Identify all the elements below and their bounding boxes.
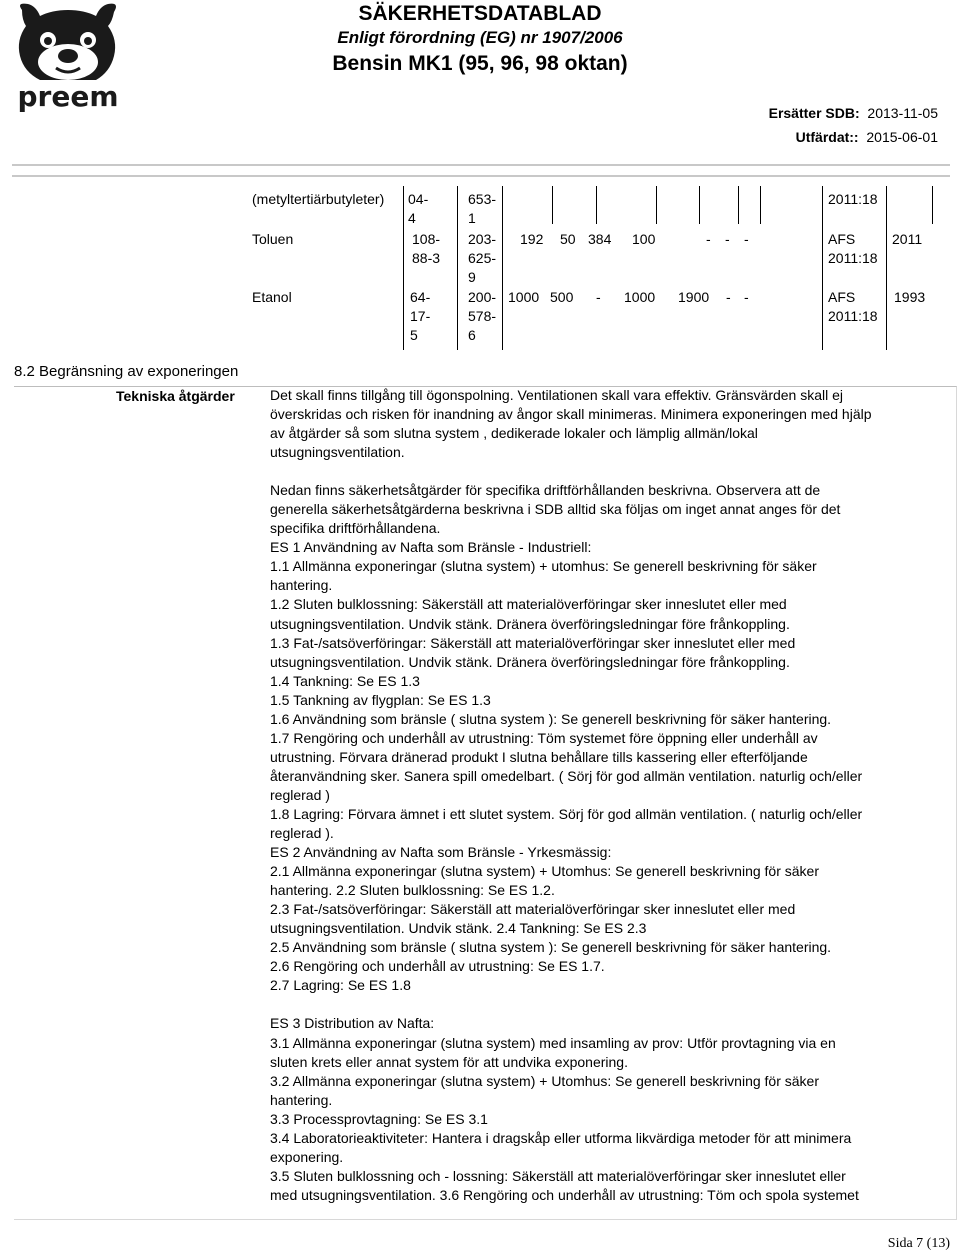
body-line: ES 3 Distribution av Nafta: — [270, 1015, 435, 1032]
table-cell-value: - — [744, 231, 749, 247]
body-line: 2.7 Lagring: Se ES 1.8 — [270, 977, 411, 994]
table-cell-cas: 04-4 — [408, 191, 429, 226]
issued-date: 2015-06-01 — [866, 129, 938, 145]
table-cell-value: - — [726, 289, 731, 305]
body-line: 3.5 Sluten bulklossning och - lossning: Säkerställ att materialöverföringar sker inneslutet eller — [270, 1167, 846, 1184]
body-line: specifika driftförhållandena. — [270, 520, 441, 537]
table-cell-value: - — [596, 289, 601, 305]
table-cell-ref: 2011:18 — [828, 191, 878, 207]
body-line: Det skall finns tillgång till ögonspolning. Ventilationen skall vara effektiv. Gränsvärden skall ej — [270, 387, 844, 403]
body-line: 3.4 Laboratorieaktiviteter: Hantera i dragskåp eller utforma likvärdiga metoder för att minimera — [270, 1129, 852, 1146]
body-line: hantering. 2.2 Sluten bulklossning: Se ES 1.2. — [270, 882, 555, 899]
table-cell-name: Toluen — [252, 231, 294, 247]
table-cell-ec: 653- 1 — [468, 191, 497, 226]
body-line: av åtgärder så som slutna system , dedikerade lokaler och lämplig allmän/lokal — [270, 425, 758, 442]
table-cell-name: Etanol — [252, 289, 292, 305]
body-line: utsugningsventilation. Undvik stänk. Dränera överföringsledningar före frånkoppling. — [270, 615, 790, 632]
issued-label: Utfärdat:: — [795, 129, 859, 145]
replaces-date: 2013-11-05 — [867, 105, 938, 121]
body-line: 1.4 Tankning: Se ES 1.3 — [270, 672, 420, 689]
body-line — [270, 462, 942, 481]
replaces-label: Ersätter SDB: — [768, 105, 860, 121]
body-line: utrustning. Förvara dränerad produkt I slutna behållare tills kassering eller efterföljande — [270, 748, 808, 765]
body-line: återanvändning sker. Sanera spill omedelbart. ( Sörj för god allmän ventilation. naturlig och/eller — [270, 767, 863, 784]
table-cell-ec: 203- 625- 9 — [468, 231, 497, 285]
table-cell-year: 2011 — [892, 231, 923, 247]
table-cell-value: 100 — [632, 231, 656, 247]
table-cell-value: 384 — [588, 231, 612, 247]
table-cell-value: - — [744, 289, 749, 305]
body-line: sluten krets eller annat system för att undvika exponering. — [270, 1053, 628, 1070]
table-cell-ref: AFS 2011:18 — [828, 289, 878, 324]
body-line: 1.8 Lagring: Förvara ämnet i ett slutet system. Sörj för god allmän ventilation. ( naturlig och/eller — [270, 805, 863, 822]
table-cell-ref: AFS 2011:18 — [828, 231, 878, 266]
body-line: 1.1 Allmänna exponeringar (slutna system) + utomhus: Se generell beskrivning för säker — [270, 558, 817, 575]
brand-text: preem — [17, 80, 119, 113]
section-label: Tekniska åtgärder — [116, 388, 235, 404]
table-cell-value: - — [725, 231, 730, 247]
body-line: utsugningsventilation. Undvik stänk. Dränera överföringsledningar före frånkoppling. — [270, 653, 790, 670]
body-line: utsugningsventilation. Undvik stänk. 2.4 Tankning: Se ES 2.3 — [270, 920, 647, 937]
body-line: utsugningsventilation. — [270, 444, 405, 461]
table-cell-value: 1000 — [624, 289, 656, 305]
table-cell-value: 500 — [550, 289, 574, 305]
product-name: Bensin MK1 (95, 96, 98 oktan) — [332, 52, 628, 75]
body-line: 3.3 Processprovtagning: Se ES 3.1 — [270, 1110, 488, 1127]
body-line: hantering. — [270, 1091, 333, 1108]
body-line: 1.7 Rengöring och underhåll av utrustning: Töm systemet före öppning eller underhåll av — [270, 729, 818, 746]
body-line: överskridas och risken för inandning av ångor skall minimeras. Minimera exponeringen med hjälp — [270, 406, 872, 423]
body-line: 2.1 Allmänna exponeringar (slutna system) + Utomhus: Se generell beskrivning för säker — [270, 863, 819, 880]
table-cell-value: 1900 — [678, 289, 710, 305]
replaces-row — [769, 105, 938, 121]
issued-row — [796, 129, 938, 145]
header-divider — [12, 164, 950, 166]
body-line: 2.5 Användning som bränsle ( slutna system ): Se generell beskrivning för säker hantering. — [270, 939, 832, 956]
section-heading: 8.2 Begränsning av exponeringen — [14, 363, 239, 380]
preem-logo — [8, 0, 126, 118]
table-cell-cas: 108- 88-3 — [412, 231, 441, 266]
section-body — [270, 386, 942, 1205]
table-cell-value: 50 — [560, 231, 576, 247]
table-cell-value: 192 — [520, 231, 544, 247]
body-line: exponering. — [270, 1148, 344, 1165]
page-number: Sida 7 (13) — [887, 1236, 950, 1251]
body-line: 2.6 Rengöring och underhåll av utrustning: Se ES 1.7. — [270, 958, 605, 975]
body-line: 2.3 Fat-/satsöverföringar: Säkerställ att materialöverföringar sker inneslutet eller med — [270, 901, 796, 918]
header-divider-2 — [12, 175, 950, 177]
body-line: med utsugningsventilation. 3.6 Rengöring och underhåll av utrustning: Töm och spola systemet — [270, 1186, 859, 1203]
table-cell-value: - — [706, 231, 711, 247]
body-line: reglerad ) — [270, 786, 330, 803]
table-cell-name: (metyltertiärbutyleter) — [252, 191, 385, 207]
body-line: 3.2 Allmänna exponeringar (slutna system) + Utomhus: Se generell beskrivning för säker — [270, 1072, 819, 1089]
table-cell-cas: 64-17- 5 — [410, 289, 431, 343]
body-line: hantering. — [270, 577, 333, 594]
table-cell-ec: 200- 578- 6 — [468, 289, 497, 343]
body-line: 3.1 Allmänna exponeringar (slutna system) med insamling av prov: Utför provtagning via en — [270, 1034, 836, 1051]
body-line: 1.6 Användning som bränsle ( slutna system ): Se generell beskrivning för säker hantering. — [270, 710, 832, 727]
regulation-subtitle: Enligt förordning (EG) nr 1907/2006 — [337, 28, 623, 47]
body-line: ES 1 Användning av Nafta som Bränsle - Industriell: — [270, 539, 592, 556]
table-cell-year: 1993 — [894, 289, 926, 305]
body-line: 1.3 Fat-/satsöverföringar: Säkerställ att materialöverföringar sker inneslutet eller med — [270, 634, 796, 651]
body-line — [270, 995, 942, 1014]
body-line: Nedan finns säkerhetsåtgärder för specifika driftförhållanden beskrivna. Observera att de — [270, 482, 821, 499]
table-cell-value: 1000 — [508, 289, 540, 305]
body-line: generella säkerhetsåtgärderna beskrivna i SDB alltid ska följas om inget annat anges för det — [270, 501, 841, 518]
body-line: 1.5 Tankning av flygplan: Se ES 1.3 — [270, 691, 491, 708]
body-line: 1.2 Sluten bulklossning: Säkerställ att materialöverföringar sker inneslutet eller med — [270, 596, 787, 613]
document-title: SÄKERHETSDATABLAD — [358, 2, 602, 25]
body-line: ES 2 Användning av Nafta som Bränsle - Yrkesmässig: — [270, 844, 612, 861]
body-line: reglerad ). — [270, 825, 334, 842]
